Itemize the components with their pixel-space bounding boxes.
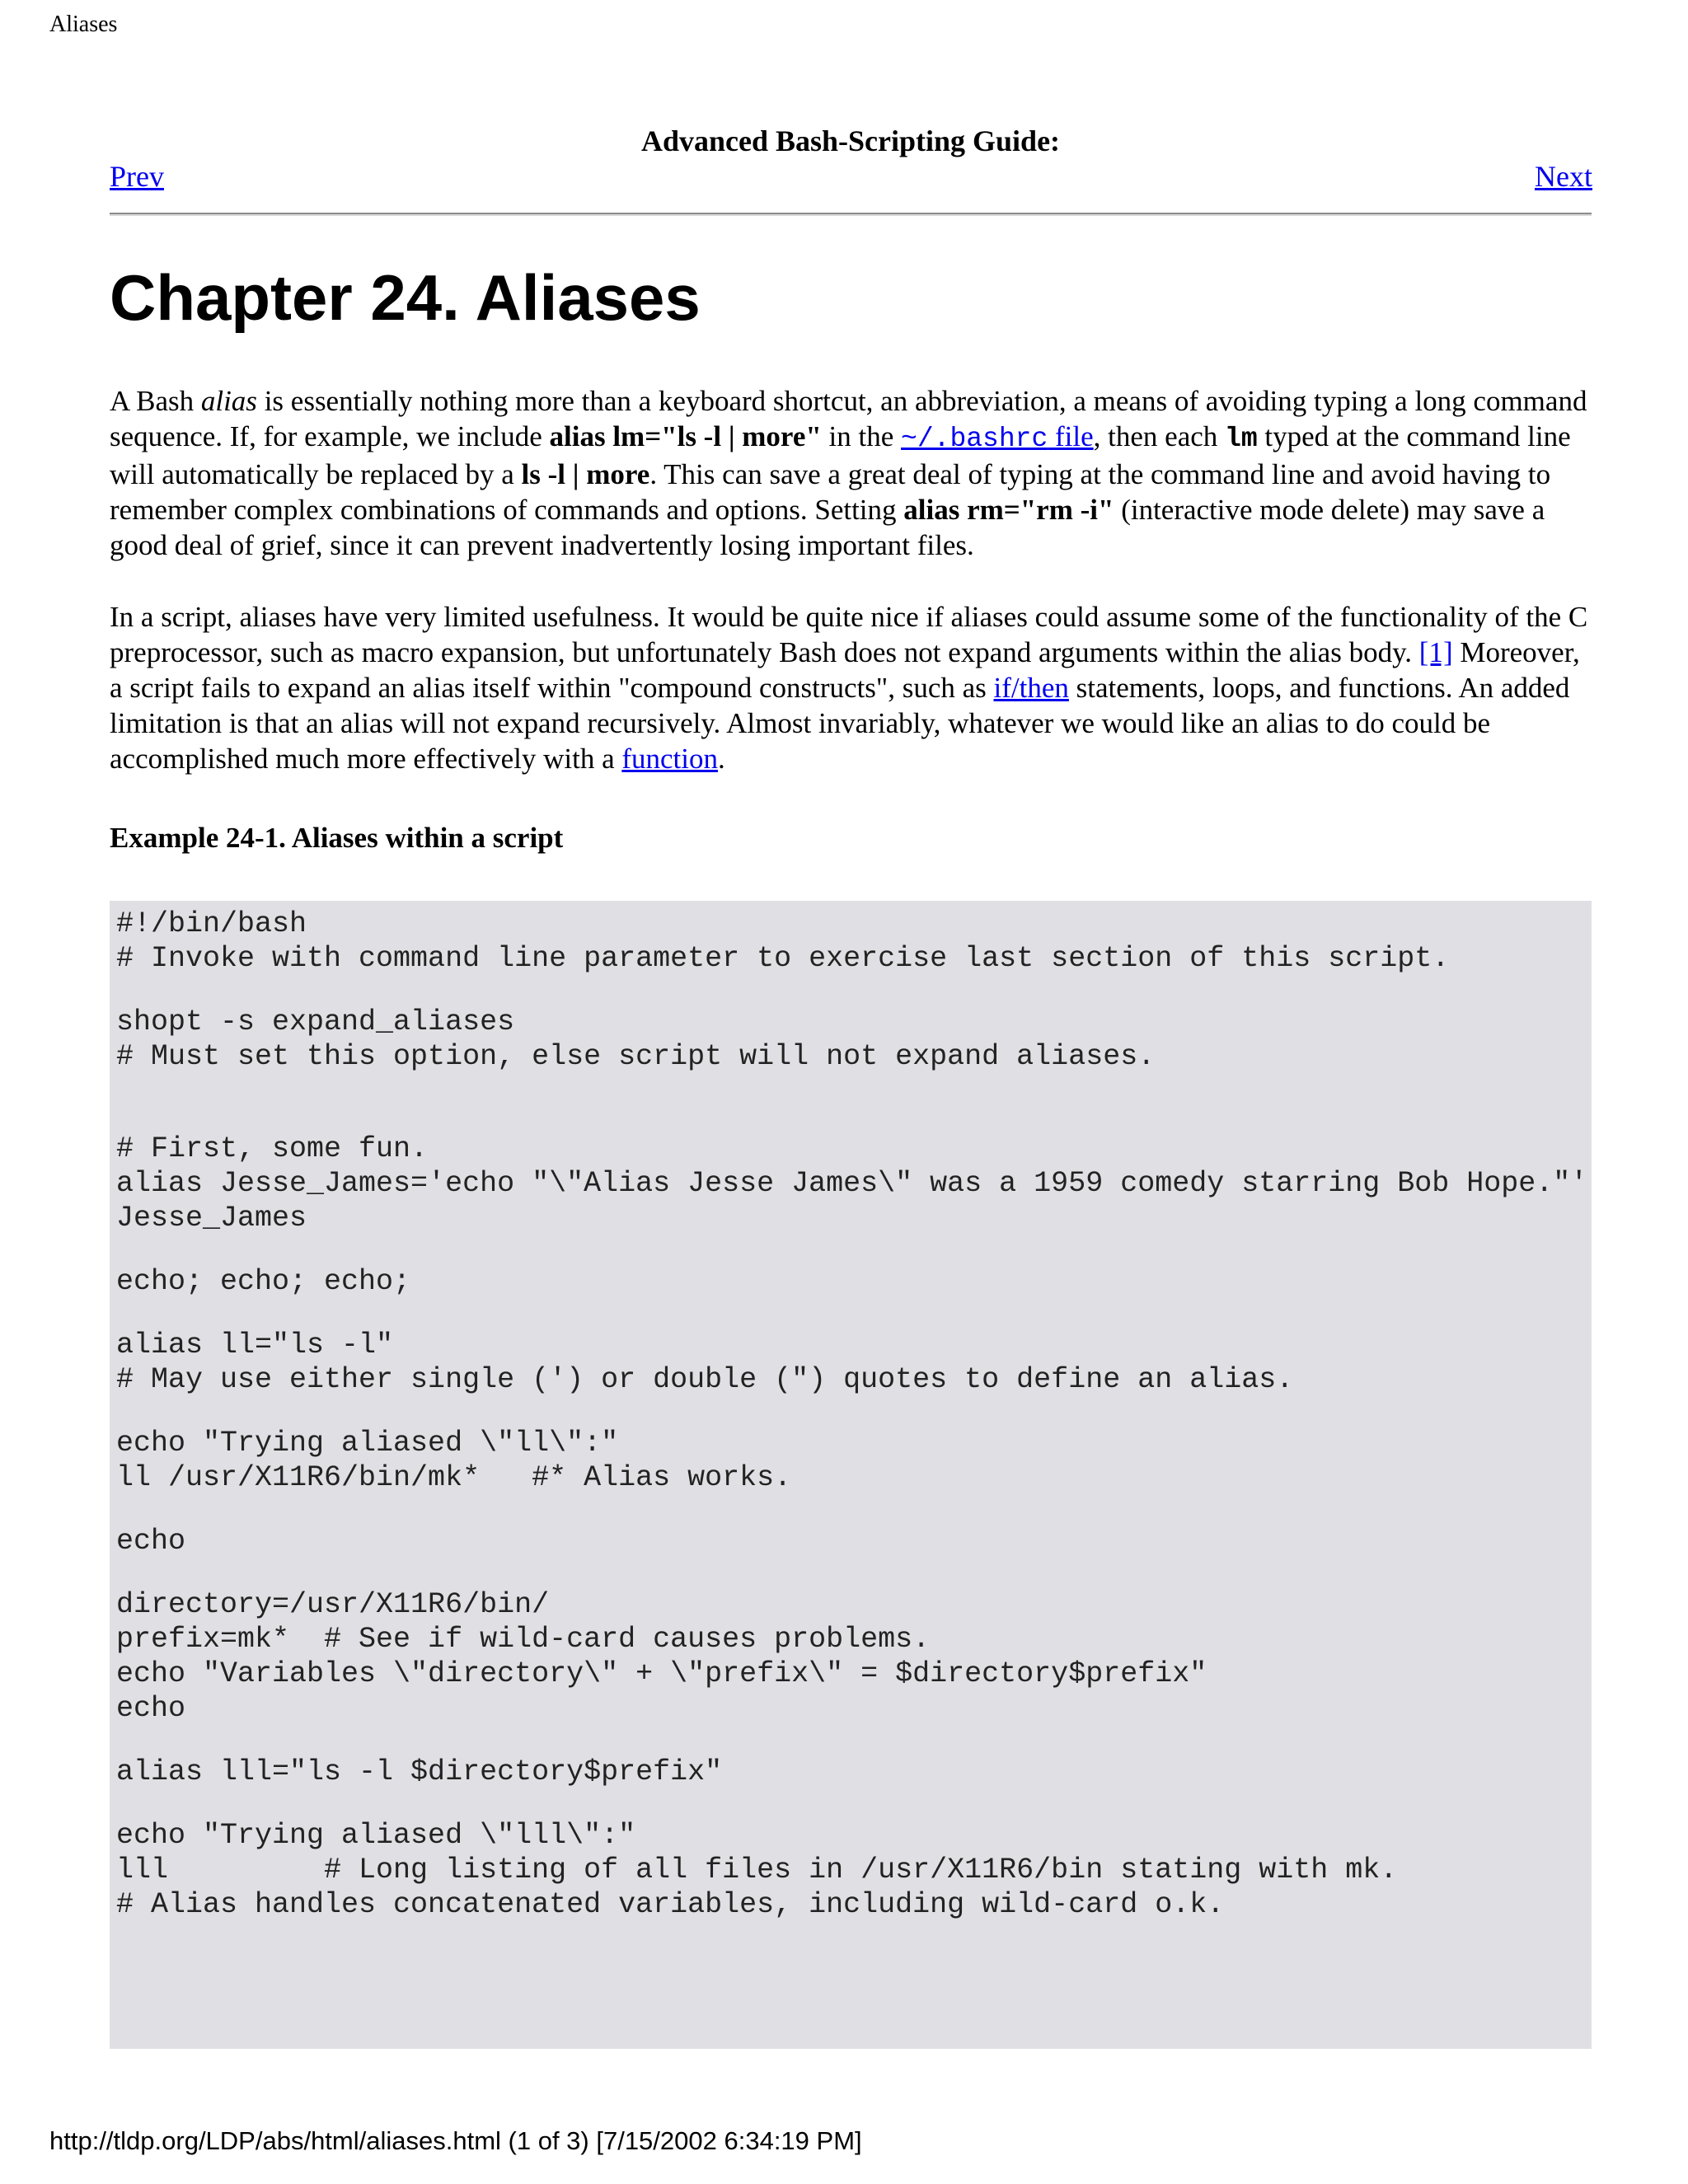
code-line: echo; echo; echo;: [116, 1265, 411, 1298]
header-divider: [110, 213, 1592, 216]
chapter-title: Chapter 24. Aliases: [110, 261, 701, 334]
code-line: echo "Trying aliased \"lll\":": [116, 1819, 636, 1852]
code-line: ll /usr/X11R6/bin/mk* #* Alias works.: [116, 1461, 792, 1494]
code-line: lll # Long listing of all files in /usr/X11R6/bin stating with mk.: [116, 1854, 1398, 1886]
code-line: # May use either single (') or double (") quotes to define an alias.: [116, 1363, 1294, 1396]
code-line: echo "Trying aliased \"ll\":": [116, 1427, 619, 1460]
footnote-1-link[interactable]: [1]: [1418, 636, 1453, 668]
code-listing: [110, 901, 1592, 2049]
code-line: alias Jesse_James='echo "\"Alias Jesse James\" was a 1959 comedy starring Bob Hope."': [116, 1167, 1588, 1200]
code-line: # Alias handles concatenated variables, including wild-card o.k.: [116, 1888, 1225, 1921]
script-usage-paragraph: In a script, aliases have very limited usefulness. It would be quite nice if aliases could assume some of the functionality of the C preprocessor, such as macro expansion, but unfortunately Bash does not expand arguments within the alias body. [1] Moreover, a script fails to expand an alias itself within "compound constructs", such as if/then statements, loops, and functions. An added limitation is that an alias will not expand recursively. Almost invariably, whatever we would like an alias to do could be accomplished much more effectively with a function.: [110, 601, 1588, 775]
code-line: shopt -s expand_aliases: [116, 1005, 515, 1038]
code-line: # Invoke with command line parameter to exercise last section of this script.: [116, 942, 1450, 975]
code-line: Jesse_James: [116, 1202, 307, 1235]
example-title: Example 24-1. Aliases within a script: [110, 822, 564, 854]
code-line: echo "Variables \"directory\" + \"prefix\" = $directory$prefix": [116, 1657, 1207, 1690]
code-line: # First, some fun.: [116, 1132, 429, 1165]
function-link[interactable]: function: [621, 743, 718, 775]
code-line: echo: [116, 1692, 186, 1725]
code-line: alias lll="ls -l $directory$prefix": [116, 1755, 723, 1788]
next-link[interactable]: Next: [1535, 160, 1592, 193]
code-line: directory=/usr/X11R6/bin/: [116, 1588, 550, 1621]
code-line: echo: [116, 1525, 186, 1558]
if-then-link[interactable]: if/then: [993, 672, 1069, 704]
prev-link[interactable]: Prev: [110, 160, 164, 193]
code-line: prefix=mk* # See if wild-card causes problems.: [116, 1623, 931, 1656]
bashrc-file-link[interactable]: ~/.bashrc file: [901, 420, 1094, 454]
intro-paragraph: A Bash alias is essentially nothing more than a keyboard shortcut, an abbreviation, a means of avoiding typing a long command sequence. If, for example, we include alias lm="ls -l | more" in the ~/.bashrc file, then each lm typed at the command line will automatically be replaced by a ls -l | more. This can save a great deal of typing at the command line and avoid having to remember complex combinations of commands and options. Setting alias rm="rm -i" (interactive mode delete) may save a good deal of grief, since it can prevent inadvertently losing important files.: [110, 385, 1587, 561]
page-header-label: Aliases: [49, 12, 118, 37]
guide-title: Advanced Bash-Scripting Guide:: [640, 124, 1061, 157]
code-line: # Must set this option, else script will not expand aliases.: [116, 1040, 1156, 1073]
code-line: #!/bin/bash: [116, 907, 307, 940]
code-line: alias ll="ls -l": [116, 1329, 394, 1361]
page-footer-url: http://tldp.org/LDP/abs/html/aliases.html (1 of 3) [7/15/2002 6:34:19 PM]: [49, 2126, 862, 2155]
